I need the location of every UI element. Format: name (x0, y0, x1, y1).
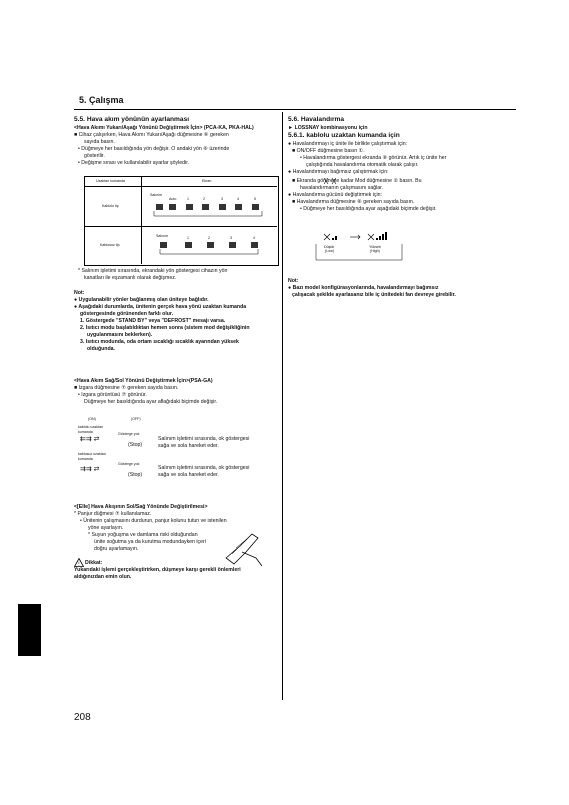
leftright-title: <Hava Akım Sağ/Sol Yönünü Değiştirmek İçin>(PSA-GA) (74, 378, 213, 384)
louver-arrows-icon: ⇇⇉ ⇄ (80, 436, 100, 443)
text-line: * Suyun yoğuşma ve damlama riski olduğundan (88, 532, 198, 538)
text-line: çalıştığında havalandırma otomatik olarak çalışır. (306, 162, 419, 168)
position-number: 4 (237, 197, 239, 201)
updown-subtitle: <Hava Akımı Yukarı/Aşağı Yönünü Değiştirmek İçin> (PCA-KA, PKA-HAL) (74, 125, 254, 131)
text-line: ■ Izgara düğmesine ⑦ gereken sayıda basın. (74, 385, 179, 391)
swing-description: Salınım işletimi sırasında, ok göstergesi (158, 436, 250, 442)
note-line: uygulanmasını beklerken). (87, 332, 153, 338)
caution-line: aldığınızdan emin olun. (74, 574, 132, 580)
warning-icon (74, 558, 84, 567)
swing-description: sağa ve sola hareket eder. (158, 472, 219, 478)
svg-text:!: ! (78, 561, 80, 567)
text-line: * Panjur düğmesi ⑦ kullanılamaz. (74, 511, 152, 517)
fan-high-label: (High) (370, 249, 380, 253)
wired-remote-label: kablolu uzaktan (78, 425, 103, 429)
stop-label: (Stop) (128, 442, 143, 448)
text-line: yöne ayarlayın. (88, 525, 124, 531)
cycle-arrow-icon (156, 248, 261, 256)
note-line: çalışacak şekilde ayarlasanız bile iç ünitedeki fan devreye girebilir. (292, 292, 456, 298)
section-5-6-1-title: 5.6.1. kablolu uzaktan kumanda için (288, 132, 400, 139)
swing-label: Salınım (156, 234, 169, 238)
footnote: * Salınım işletimi sırasında, ekrandaki yön göstergesi cihazın yön (78, 268, 228, 274)
caution-line: Yukarıdaki işlemi gerçekleştirirken, düşmeye karşı gerekli önlemleri (74, 567, 241, 573)
louver-arrows-icon: ⇉⇉ ⇄ (80, 466, 100, 473)
table-divider (141, 176, 142, 264)
fan-low-label: Düşük (324, 245, 335, 249)
text-line: ■ Havalandırma düğmesine ⑧ gereken sayıda basın. (292, 199, 415, 205)
table-row-wireless: Kablosuz tip (100, 243, 120, 247)
text-line: ■ Ekranda görünene kadar Mod düğmesine ② basın. Bu (292, 178, 422, 184)
wired-remote-label: kumanda (78, 430, 93, 434)
position-number: 3 (221, 197, 223, 201)
lossnay-subtitle: ► LOSSNAY kombinasyonu için (288, 125, 368, 131)
note-line: 2. Isıtıcı modu başlatıldıktan hemen sonra (sistem mod değişikliğinin (80, 325, 250, 331)
text-line: • Havalandırma göstergesi ekranda ⑧ görünür. Artık iç ünite her (300, 155, 447, 161)
section-5-5-title: 5.5. Hava akım yönünün ayarlanması (74, 116, 190, 123)
stop-label: (Stop) (128, 472, 143, 478)
note-line: göstergesinde görünenden farklı olur. (80, 311, 174, 317)
note-line: 1. Göstergede "STAND BY" veya "DEFROST" mesajı varsa. (80, 318, 226, 324)
column-divider (282, 112, 283, 700)
table-header-display: Ekran (202, 179, 212, 183)
text-line: ■ Cihaz çalışırken, Hava Akımı Yukarı/Aşağı düğmesine ⑥ gereken (74, 132, 229, 138)
note-line: ● Bazı model konfigürasyonlarında, havalandırmayı bağımsız (288, 285, 439, 291)
fan-high-label: Yüksek (369, 245, 381, 249)
swing-description: Salınım işletimi sırasında, ok göstergesi (158, 465, 250, 471)
text-line: havalandırmanın çalışmasını sağlar. (300, 185, 384, 191)
cycle-arrow-icon (150, 210, 265, 218)
text-line: ● Havalandırma gücünü değiştirmek için: (288, 192, 382, 198)
section-5-6-title: 5.6. Havalandırma (288, 116, 345, 123)
on-label: (ON) (88, 417, 96, 421)
swing-description: sağa ve sola hareket eder. (158, 443, 219, 449)
position-number: 3 (230, 236, 232, 240)
header-rule (74, 109, 516, 110)
text-line: ● Havalandırmayı bağımsız çalıştırmak için: (288, 169, 389, 175)
position-number: 1 (187, 197, 189, 201)
position-number: 1 (187, 236, 189, 240)
text-line: • Düğmeye her basıldığında ayar aşağıdaki biçimde değişir. (300, 206, 437, 212)
text-line: doğru ayarlamayın. (94, 546, 139, 552)
hand-louver-illustration (222, 528, 266, 570)
section-tab (18, 604, 41, 656)
text-line: ünite soğutma ya da kurutma modundayken içeri (94, 539, 206, 545)
no-indicator-label: Gösterge yok (118, 432, 140, 436)
ventilation-icon (323, 177, 337, 185)
text-line: ■ ON/OFF düğmesine basın ①. (292, 148, 365, 154)
auto-label: Auto (169, 197, 177, 201)
note-line: ● Uygulanabilir yönler bağlanmış olan üniteye bağlıdır. (74, 297, 209, 303)
note-title: Not: (288, 278, 299, 284)
no-indicator-label: Gösterge yok (118, 462, 140, 466)
text-line: Düğmeye her basıldığında ayar aflağıdaki biçimde değişir. (84, 399, 218, 405)
text-line: • Izgara görüntüsü ⑦ görünür. (78, 392, 147, 398)
note-line: 3. Isıtıcı modunda, oda ortam sıcaklığı sıcaklık ayarından yüksek (80, 339, 239, 345)
text-line: • Düğmeye her basıldığında yön değişir. O andaki yön ⑥ üzerinde (78, 146, 230, 152)
wireless-remote-label: kablosuz uzaktan (78, 452, 106, 456)
footnote: kanatları ile eşzamanlı olarak değişmez. (84, 275, 177, 281)
note-title: Not: (74, 290, 85, 296)
caution-title: Dikkat: (85, 560, 103, 566)
page-number: 208 (74, 712, 91, 723)
text-line: • Değişme sırası ve kullanılabilir ayarlar şöyledir. (78, 160, 190, 166)
position-number: 4 (253, 236, 255, 240)
wireless-remote-label: kumanda (78, 457, 93, 461)
position-number: 2 (203, 197, 205, 201)
text-line: • Ünitenin çalışmasını durdurun, panjur kolunu tutun ve istenilen (80, 518, 227, 524)
table-divider (84, 186, 277, 187)
fan-low-label: (Low) (325, 249, 334, 253)
off-label: (OFF) (131, 417, 141, 421)
text-line: gösterilir. (84, 153, 105, 159)
note-line: olduğunda. (87, 346, 115, 352)
swing-label: Salınım (150, 193, 163, 197)
table-divider (84, 226, 277, 227)
table-header-remote: Uzaktan kumanda (96, 179, 125, 183)
position-number: 5 (254, 197, 256, 201)
table-row-wired: Kablolu tip (102, 204, 119, 208)
manual-title: <[Elle] Hava Akışının Sol/Sağ Yönünde Değiştirilmesi> (74, 504, 208, 510)
text-line: sayıda basın. (84, 139, 115, 145)
position-number: 2 (208, 236, 210, 240)
text-line: ● Havalandırmayı iç ünite ile birlikte çalıştırmak için: (288, 141, 408, 147)
page-title: 5. Çalışma (79, 95, 124, 105)
note-line: ● Aşağıdaki durumlarda, ünitenin gerçek hava yönü uzaktan kumanda (74, 304, 247, 310)
